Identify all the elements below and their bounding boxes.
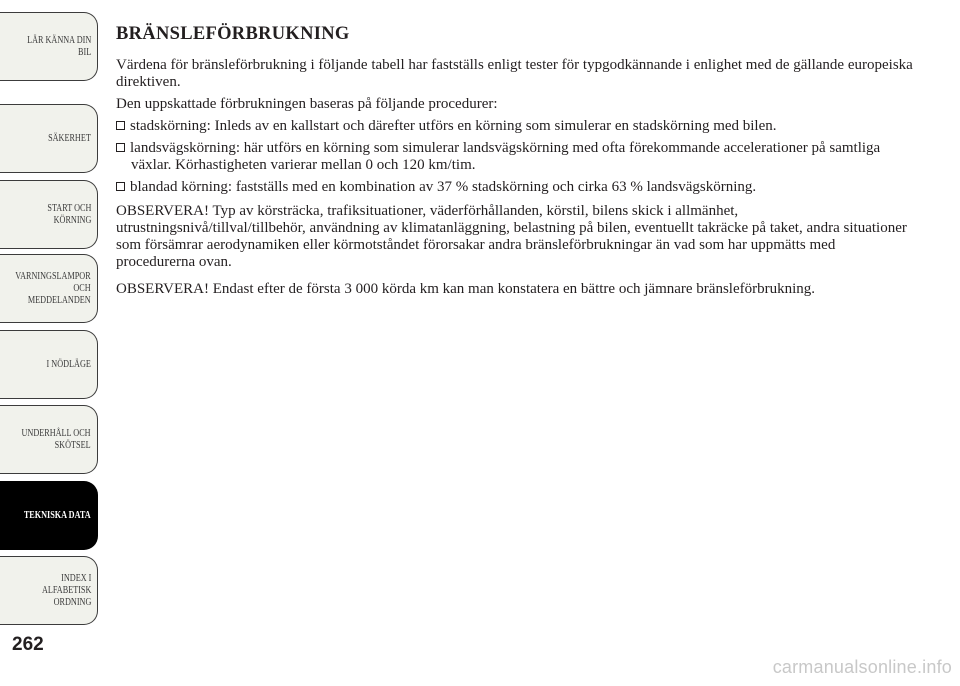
tab-label: I NÖDLÄGE [46,358,91,370]
list-item-text: stadskörning: Inleds av en kallstart och därefter utförs en körning som simulerar en stadskörning med bilen. [130,118,777,134]
tab-start-och-korning[interactable] [0,180,98,249]
checkbox-bullet-icon [116,121,125,130]
tab-underhall-och-skotsel[interactable] [0,405,98,474]
list-item-text: blandad körning: fastställs med en kombination av 37 % stadskörning och cirka 63 % landsvägskörning. [130,179,757,195]
checkbox-bullet-icon [116,143,125,152]
watermark: carmanualsonline.info [772,657,952,677]
article [116,24,916,308]
tab-lar-kanna-din-bil[interactable] [0,12,98,81]
tab-varningslampor[interactable] [0,254,98,323]
tab-label: LÄR KÄNNA DIN BIL [26,34,91,58]
tab-label: SÄKERHET [48,132,91,144]
list-item [116,118,916,135]
list-item [116,140,916,174]
tab-label: INDEX I ALFABETISK ORDNING [41,572,91,608]
tab-label: VARNINGSLAMPOR OCH MEDDELANDEN [15,270,91,306]
list-item-text: landsvägskörning: här utförs en körning som simulerar landsvägskörning med ofta förekommande accelerationer på samtliga växlar. Körhastigheten varierar mellan 0 och 120 km/tim. [130,140,881,173]
page-number: 262 [12,634,44,655]
tab-index[interactable] [0,556,98,625]
checkbox-bullet-icon [116,182,125,191]
list-item [116,179,916,196]
observera-note-2: OBSERVERA! Endast efter de första 3 000 körda km kan man konstatera en bättre och jämnare bränsleförbrukning. [116,281,816,297]
tab-tekniska-data[interactable] [0,481,98,550]
procedures-intro: Den uppskattade förbrukningen baseras på följande procedurer: [116,96,498,112]
procedure-list [116,118,916,196]
observera-note-1: OBSERVERA! Typ av körsträcka, trafiksituationer, väderförhållanden, körstil, bilens skick i allmänhet, utrustningsnivå/tillval/tillbehör, användning av klimatanläggning, belastning på bilen, eventuellt takräcke på taket, andra situationer som försämrar aerodynamiken eller körmotståndet förorsakar andra bränsleförbrukningar än vad som har uppmätts med procedurerna ovan. [116,203,907,270]
chapter-sidebar [0,0,100,686]
tab-i-nodlage[interactable] [0,330,98,399]
intro-paragraph: Värdena för bränsleförbrukning i följande tabell har fastställs enligt tester för typgodkännande i enlighet med de gällande europeiska direktiven. [116,57,913,90]
tab-label: UNDERHÅLL OCH SKÖTSEL [21,427,91,451]
page-title: BRÄNSLEFÖRBRUKNING [116,24,350,44]
tab-sakerhet[interactable] [0,104,98,173]
tab-label: START OCH KÖRNING [47,202,91,226]
tab-label: TEKNISKA DATA [24,509,91,521]
